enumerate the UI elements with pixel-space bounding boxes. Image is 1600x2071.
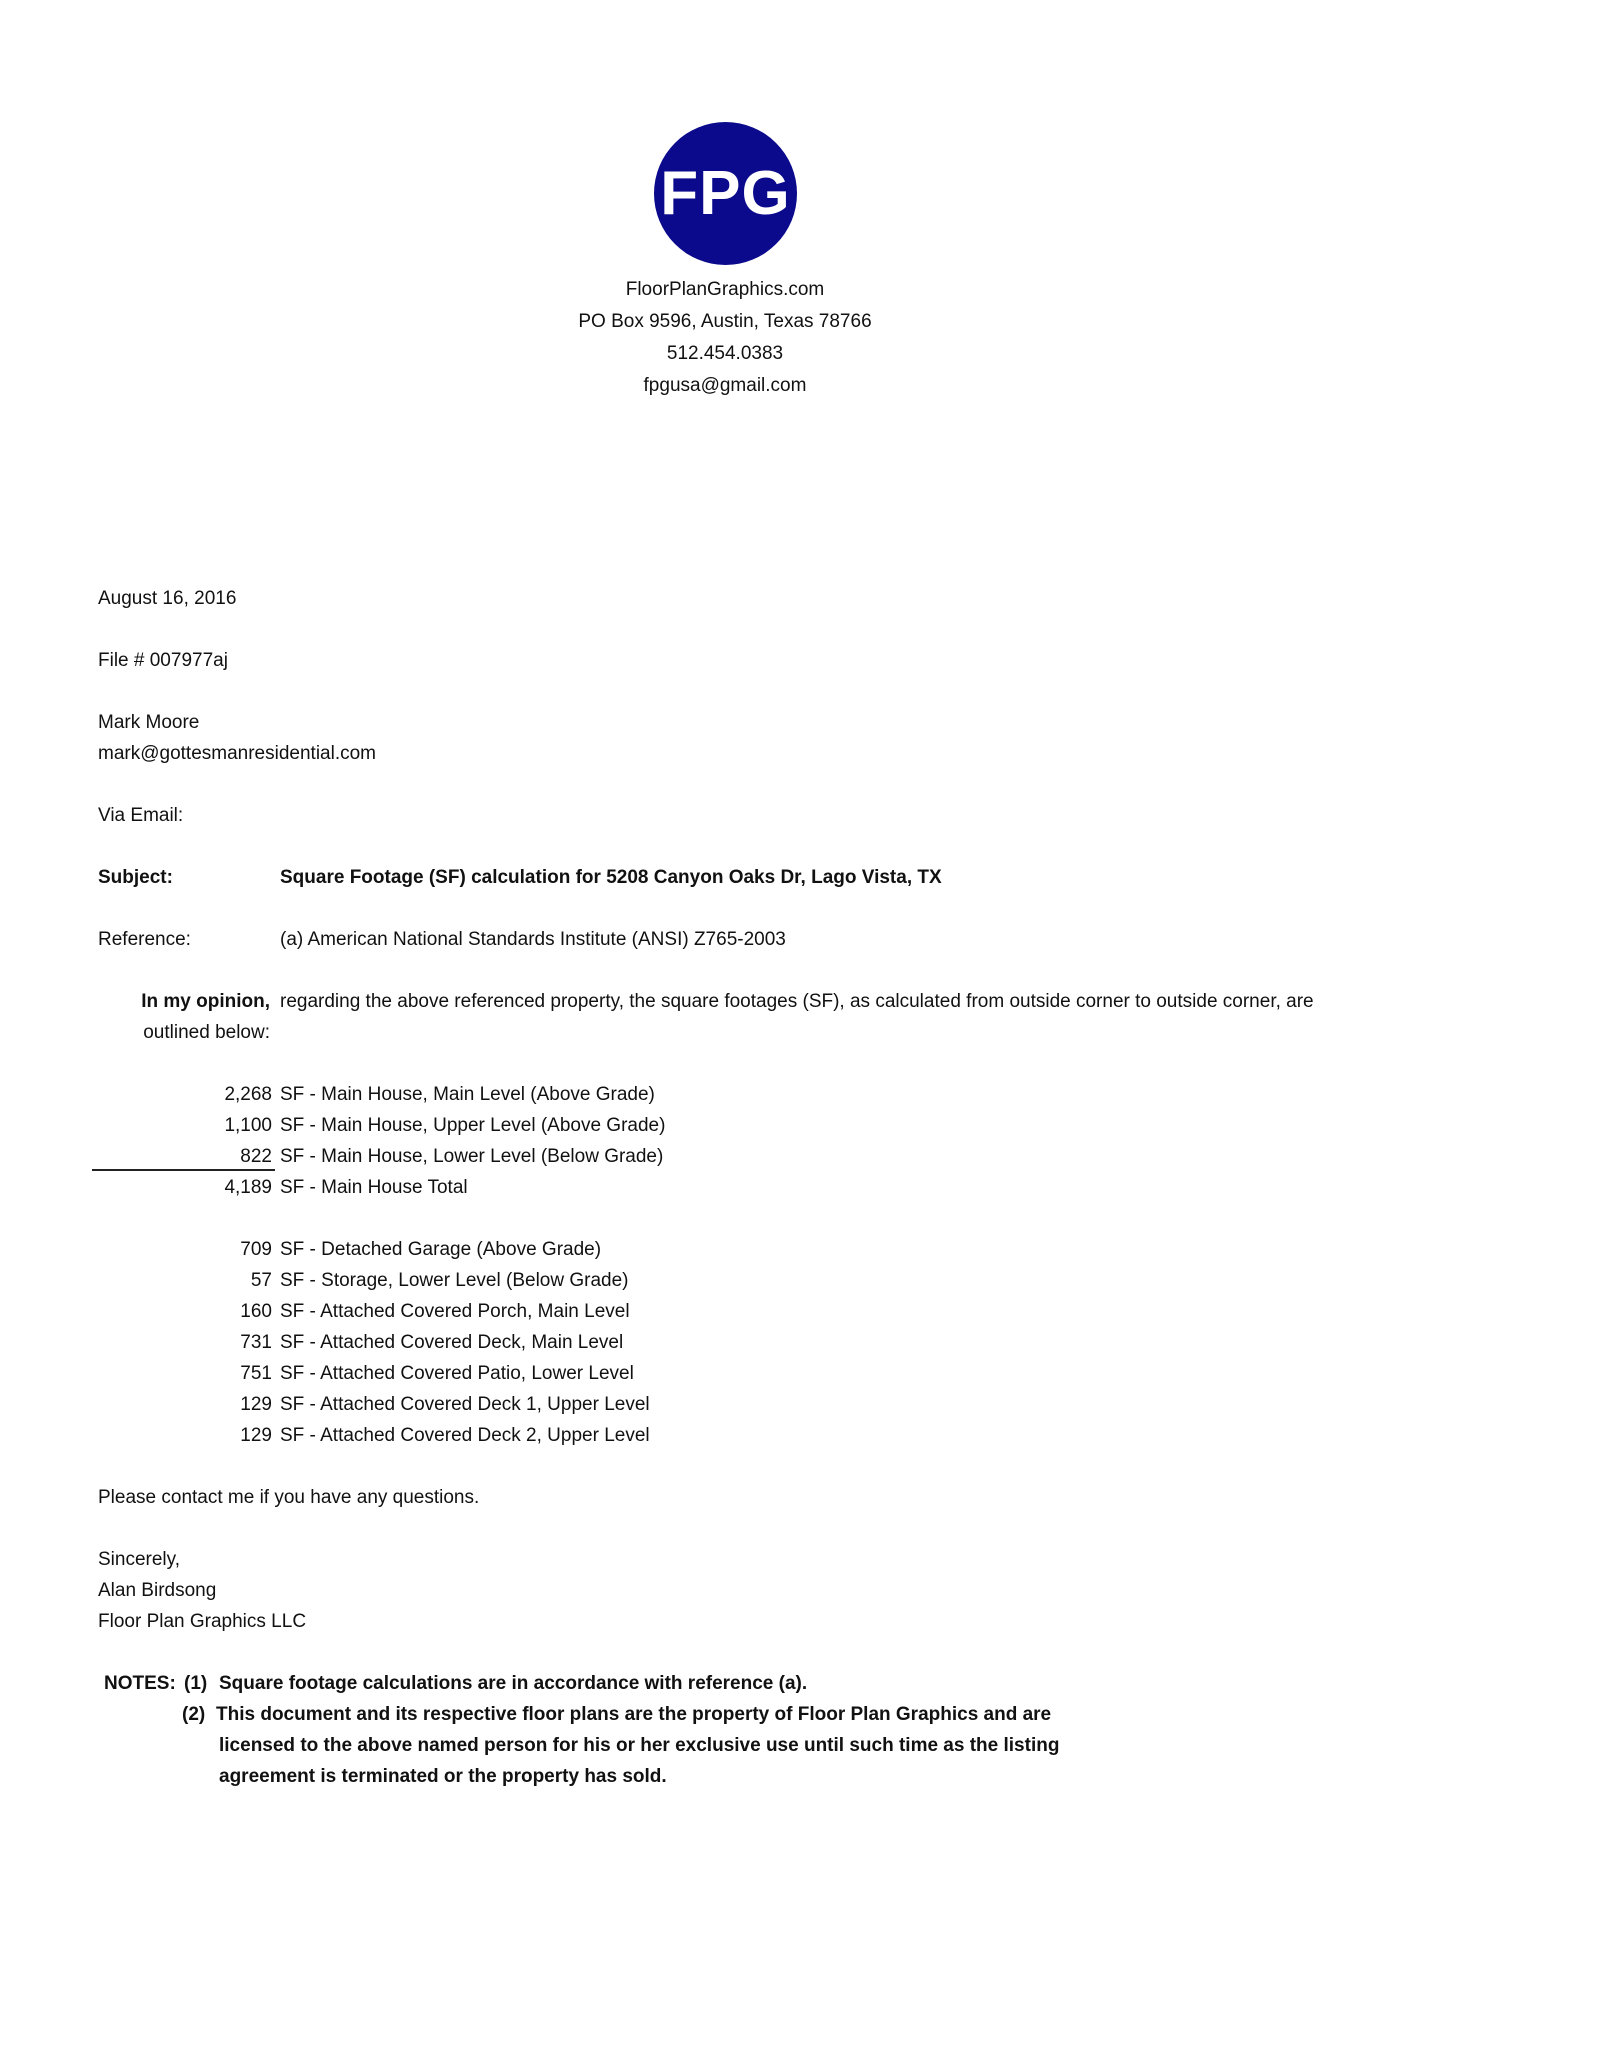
note-2-number: (2) <box>182 1704 206 1725</box>
company-email: fpgusa@gmail.com <box>643 375 807 396</box>
note-2-line-2: licensed to the above named person for his or her exclusive use until such time as the listing <box>219 1735 1060 1756</box>
note-1-text: Square footage calculations are in accordance with reference (a). <box>219 1673 808 1694</box>
sf-total-value: 4,189 <box>224 1177 272 1198</box>
contact-line: Please contact me if you have any questions. <box>98 1487 480 1508</box>
sincerely: Sincerely, <box>98 1549 181 1570</box>
total-rule <box>92 1169 275 1171</box>
subject-text: Square Footage (SF) calculation for 5208 Canyon Oaks Dr, Lago Vista, TX <box>280 867 942 888</box>
recipient-email: mark@gottesmanresidential.com <box>98 743 377 764</box>
reference-text: (a) American National Standards Institute (ANSI) Z765-2003 <box>280 929 786 950</box>
sf-value: 731 <box>240 1332 272 1353</box>
subject-label: Subject: <box>98 867 173 888</box>
opinion-label: In my opinion, <box>141 991 270 1012</box>
opinion-text-cont: outlined below: <box>143 1022 270 1043</box>
sf-description: SF - Detached Garage (Above Grade) <box>280 1239 602 1260</box>
sf-description: SF - Main House, Main Level (Above Grade) <box>280 1084 655 1105</box>
sf-value: 822 <box>240 1146 272 1167</box>
company-website: FloorPlanGraphics.com <box>625 279 825 300</box>
sf-description: SF - Attached Covered Deck, Main Level <box>280 1332 624 1353</box>
sf-description: SF - Attached Covered Patio, Lower Level <box>280 1363 634 1384</box>
sf-description: SF - Main House, Upper Level (Above Grade) <box>280 1115 666 1136</box>
sf-value: 2,268 <box>224 1084 272 1105</box>
sf-value: 709 <box>240 1239 272 1260</box>
sf-value: 129 <box>240 1394 272 1415</box>
sf-description: SF - Attached Covered Deck 1, Upper Level <box>280 1394 650 1415</box>
sf-description: SF - Attached Covered Porch, Main Level <box>280 1301 630 1322</box>
sf-value: 1,100 <box>224 1115 272 1136</box>
sf-description: SF - Storage, Lower Level (Below Grade) <box>280 1270 629 1291</box>
opinion-text: regarding the above referenced property, the square footages (SF), as calculated from outside corner to outside corner, are <box>280 991 1314 1012</box>
sf-value: 129 <box>240 1425 272 1446</box>
note-1-number: (1) <box>184 1673 208 1694</box>
signer-name: Alan Birdsong <box>98 1580 217 1601</box>
note-2-line-1: This document and its respective floor plans are the property of Floor Plan Graphics and are <box>216 1704 1052 1725</box>
company-address: PO Box 9596, Austin, Texas 78766 <box>578 311 872 332</box>
recipient-name: Mark Moore <box>98 712 200 733</box>
company-phone: 512.454.0383 <box>666 343 784 364</box>
fpg-logo: FPG <box>654 122 797 265</box>
file-number: File # 007977aj <box>98 650 228 671</box>
sf-total-description: SF - Main House Total <box>280 1177 468 1198</box>
signer-company: Floor Plan Graphics LLC <box>98 1611 307 1632</box>
sf-description: SF - Attached Covered Deck 2, Upper Level <box>280 1425 650 1446</box>
reference-label: Reference: <box>98 929 191 950</box>
letter-date: August 16, 2016 <box>98 588 237 609</box>
sf-value: 751 <box>240 1363 272 1384</box>
via-email: Via Email: <box>98 805 184 826</box>
sf-value: 160 <box>240 1301 272 1322</box>
note-2-line-3: agreement is terminated or the property has sold. <box>219 1766 667 1787</box>
notes-label: NOTES: <box>104 1673 176 1694</box>
sf-value: 57 <box>250 1270 272 1291</box>
sf-description: SF - Main House, Lower Level (Below Grade) <box>280 1146 664 1167</box>
